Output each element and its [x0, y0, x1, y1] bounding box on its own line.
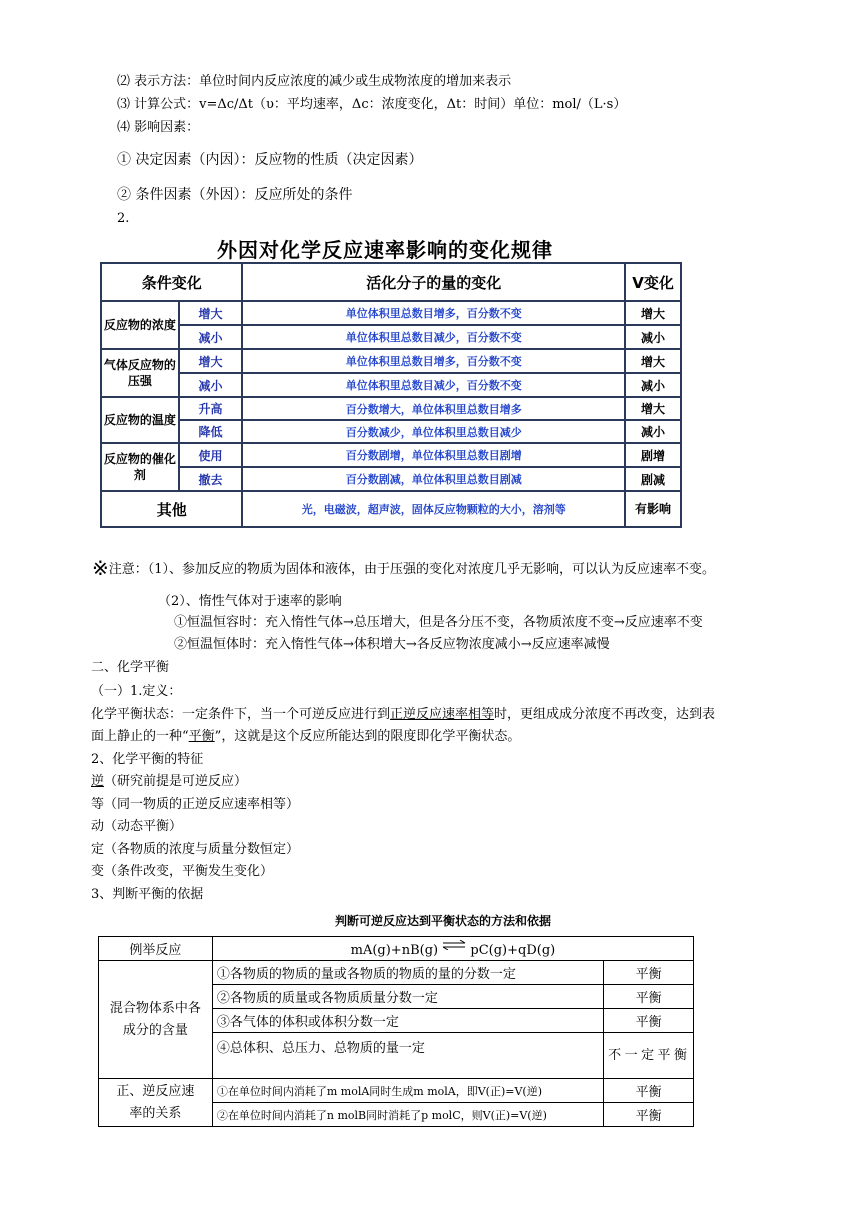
- desc-cell: 单位体积里总数目减少，百分数不变: [242, 373, 625, 397]
- header-condition: 条件变化: [101, 263, 242, 301]
- change-cell: 升高: [179, 397, 243, 420]
- reversible-arrow-icon: [442, 940, 466, 950]
- result-cell: 平衡: [604, 1009, 694, 1033]
- desc-cell-other: 光，电磁波，超声波，固体反应物颗粒的大小，溶剂等: [242, 491, 625, 527]
- cond-cell-other: 其他: [101, 491, 242, 527]
- v-cell: 减小: [625, 420, 681, 443]
- cond-cell: 气体反应物的压强: [101, 349, 179, 397]
- factor-internal-tail: （决定因素）: [338, 152, 423, 168]
- note-line: ②恒温恒体时：充入惰性气体→体积增大→各反应物浓度减小→反应速率减慢: [174, 637, 610, 652]
- v-cell: 剧减: [625, 467, 681, 491]
- change-cell: 使用: [179, 443, 243, 467]
- text-span: 逆: [91, 774, 105, 789]
- text-line: （一）1.定义：: [91, 684, 182, 699]
- result-cell: 平衡: [604, 1079, 694, 1103]
- rate-factors-figure: [100, 234, 682, 531]
- text-line: [91, 706, 715, 724]
- group-cell: 正、逆反应速率的关系: [99, 1079, 213, 1127]
- desc-cell: 百分数剧增，单位体积里总数目剧增: [242, 443, 625, 467]
- text-line: [117, 151, 422, 169]
- criterion-cell: ④总体积、总压力、总物质的量一定: [212, 1033, 603, 1079]
- result-cell: 平衡: [604, 1103, 694, 1127]
- header-activated: 活化分子的量的变化: [242, 263, 625, 301]
- result-cell: 平衡: [604, 985, 694, 1009]
- text-line: [91, 728, 520, 746]
- text-span: 面上静止的一种“: [91, 729, 189, 744]
- cond-cell: 反应物的催化剂: [101, 443, 179, 491]
- text-line: ② 条件因素（外因）：反应所处的条件: [117, 187, 353, 203]
- desc-cell: 单位体积里总数目减少，百分数不变: [242, 325, 625, 349]
- equilibrium-judge-table: [98, 936, 694, 1127]
- text-line: 2.: [117, 211, 130, 226]
- reaction-cell: [212, 937, 693, 961]
- section-heading: 二、化学平衡: [91, 660, 170, 675]
- v-cell: 增大: [625, 301, 681, 325]
- criterion-cell: ③各气体的体积或体积分数一定: [212, 1009, 603, 1033]
- v-cell: 减小: [625, 325, 681, 349]
- v-cell: 剧增: [625, 443, 681, 467]
- text-line: ⑷ 影响因素：: [117, 120, 200, 135]
- v-cell: 增大: [625, 349, 681, 373]
- group-cell: 混合物体系中各成分的含量: [99, 961, 213, 1079]
- cond-cell: 反应物的温度: [101, 397, 179, 443]
- text-line: 变（条件改变，平衡发生变化）: [91, 864, 274, 879]
- v-cell: 减小: [625, 373, 681, 397]
- criterion-cell: ①在单位时间内消耗了m molA同时生成m molA，即V(正)=V(逆): [212, 1079, 603, 1103]
- change-cell: 增大: [179, 349, 243, 373]
- result-cell: 平衡: [604, 961, 694, 985]
- text-line: ⑵ 表示方法：单位时间内反应浓度的减少或生成物浓度的增加来表示: [117, 74, 512, 89]
- note-line: [92, 556, 715, 580]
- desc-cell: 百分数增大，单位体积里总数目增多: [242, 397, 625, 420]
- table-title: 判断可逆反应达到平衡状态的方法和依据: [335, 914, 552, 928]
- reference-mark-icon: ※: [92, 556, 109, 580]
- text-line: 3、判断平衡的依据: [91, 887, 204, 902]
- text-span: 正逆反应速率相等: [390, 707, 495, 722]
- reaction-left: mA(g)+nB(g): [350, 942, 439, 958]
- criterion-cell: ②各物质的质量或各物质质量分数一定: [212, 985, 603, 1009]
- change-cell: 撤去: [179, 467, 243, 491]
- text-line: 定（各物质的浓度与质量分数恒定）: [91, 842, 300, 857]
- figure-title: 外因对化学反应速率影响的变化规律: [217, 238, 553, 262]
- text-line: 等（同一物质的正逆反应速率相等）: [91, 797, 300, 812]
- criterion-cell: ②在单位时间内消耗了n molB同时消耗了p molC，则V(正)=V(逆): [212, 1103, 603, 1127]
- note-line: ①恒温恒容时：充入惰性气体→总压增大，但是各分压不变，各物质浓度不变→反应速率不变: [174, 615, 703, 630]
- cond-cell: 反应物的浓度: [101, 301, 179, 349]
- result-cell: 不一定平衡: [604, 1033, 694, 1079]
- change-cell: 增大: [179, 301, 243, 325]
- change-cell: 降低: [179, 420, 243, 443]
- text-line: ⑶ 计算公式：v=Δc/Δt（υ：平均速率，Δc：浓度变化，Δt：时间）单位：mol/（L·s）: [117, 97, 627, 112]
- desc-cell: 百分数减少，单位体积里总数目减少: [242, 420, 625, 443]
- factor-internal: ① 决定因素（内因）：反应物的性质: [117, 152, 339, 168]
- note-line: （2）、惰性气体对于速率的影响: [158, 594, 342, 609]
- text-line: 动（动态平衡）: [91, 819, 183, 834]
- desc-cell: 百分数剧减，单位体积里总数目剧减: [242, 467, 625, 491]
- text-line: 2、化学平衡的特征: [91, 752, 204, 767]
- text-span: ”，这就是这个反应所能达到的限度即化学平衡状态。: [214, 729, 521, 744]
- example-label: 例举反应: [99, 937, 213, 961]
- reaction-right: pC(g)+qD(g): [470, 942, 556, 958]
- text-span: （研究前提是可逆反应）: [104, 774, 248, 789]
- header-v: V变化: [625, 263, 681, 301]
- criterion-cell: ①各物质的物质的量或各物质的物质的量的分数一定: [212, 961, 603, 985]
- text-span: 时，更组成成分浓度不再改变，达到表: [494, 707, 716, 722]
- text-span: 平衡: [188, 729, 215, 744]
- desc-cell: 单位体积里总数目增多，百分数不变: [242, 301, 625, 325]
- change-cell: 减小: [179, 373, 243, 397]
- text-span: 化学平衡状态：一定条件下，当一个可逆反应进行到: [91, 707, 391, 722]
- v-cell: 增大: [625, 397, 681, 420]
- rate-factors-table: [100, 262, 682, 528]
- v-cell-other: 有影响: [625, 491, 681, 527]
- text-line: [91, 773, 247, 791]
- change-cell: 减小: [179, 325, 243, 349]
- desc-cell: 单位体积里总数目增多，百分数不变: [242, 349, 625, 373]
- note-text: 注意：（1）、参加反应的物质为固体和液体，由于压强的变化对浓度几乎无影响，可以认为反应速率不变。: [108, 562, 716, 577]
